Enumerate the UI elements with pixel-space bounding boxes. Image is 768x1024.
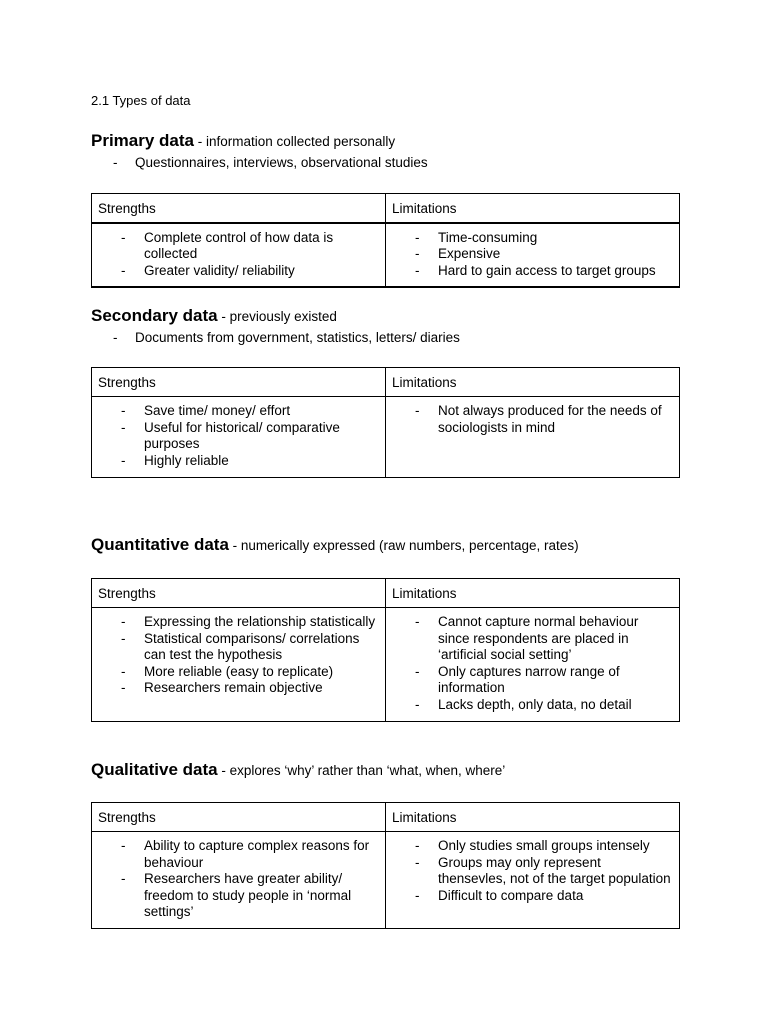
- limitations-cell: [386, 608, 680, 722]
- strengths-header: Strengths: [92, 194, 386, 223]
- list-item: - More reliable (easy to replicate): [121, 663, 334, 679]
- list-item: - Hard to gain access to target groups: [415, 262, 656, 278]
- list-item: - Only captures narrow range of information: [415, 663, 620, 695]
- strengths-header: Strengths: [92, 368, 386, 397]
- limitations-header: Limitations: [386, 194, 680, 223]
- strengths-cell: [92, 397, 386, 478]
- secondary-data-table: [91, 367, 680, 478]
- limitations-header: Limitations: [386, 368, 680, 397]
- strengths-header: Strengths: [92, 803, 386, 832]
- secondary-data-heading: [91, 306, 337, 326]
- list-item: - Researchers have greater ability/ freedom to study people in ‘normal settings’: [121, 871, 352, 919]
- list-item: - Expressing the relationship statistically: [121, 614, 376, 629]
- list-item: - Useful for historical/ comparative purposes: [121, 419, 340, 451]
- bullet-text: Questionnaires, interviews, observational studies: [135, 155, 428, 170]
- list-item: - Cannot capture normal behaviour since respondents are placed in ‘artificial social setting’: [415, 614, 639, 662]
- qualitative-data-table: [91, 802, 680, 929]
- list-item: - Expensive: [415, 246, 501, 261]
- section-description: - numerically expressed (raw numbers, percentage, rates): [228, 538, 579, 553]
- secondary-data-examples: [113, 330, 460, 345]
- list-item: - Ability to capture complex reasons for behaviour: [121, 838, 370, 870]
- section-description: - explores ‘why’ rather than ‘what, when, where’: [217, 763, 506, 778]
- list-item: - Save time/ money/ effort: [121, 403, 291, 418]
- list-item: - Not always produced for the needs of sociologists in mind: [415, 403, 662, 435]
- quantitative-data-heading: [91, 535, 579, 555]
- limitations-header: Limitations: [386, 803, 680, 832]
- strengths-cell: [92, 608, 386, 722]
- quantitative-data-table: [91, 578, 680, 722]
- section-title: Secondary data: [91, 306, 218, 325]
- page-title: 2.1 Types of data: [91, 93, 191, 108]
- limitations-cell: [386, 223, 680, 287]
- section-title: Qualitative data: [91, 760, 218, 779]
- qualitative-data-heading: [91, 760, 505, 780]
- section-title: Primary data: [91, 131, 194, 150]
- section-title: Quantitative data: [91, 535, 229, 554]
- limitations-cell: [386, 397, 680, 478]
- strengths-header: Strengths: [92, 579, 386, 608]
- list-item: - Greater validity/ reliability: [121, 262, 295, 278]
- list-item: - Time-consuming: [415, 229, 538, 245]
- list-item: - Only studies small groups intensely: [415, 838, 650, 853]
- list-item: - Lacks depth, only data, no detail: [415, 696, 632, 712]
- primary-data-heading: [91, 131, 395, 151]
- primary-data-examples: [113, 155, 428, 170]
- bullet-dash: -: [113, 330, 118, 345]
- list-item: - Complete control of how data is collected: [121, 229, 334, 261]
- limitations-cell: [386, 832, 680, 929]
- bullet-text: Documents from government, statistics, letters/ diaries: [135, 330, 460, 345]
- primary-data-table: [91, 193, 680, 288]
- strengths-cell: [92, 223, 386, 287]
- section-description: - previously existed: [217, 309, 337, 324]
- list-item: - Statistical comparisons/ correlations can test the hypothesis: [121, 630, 360, 662]
- bullet-dash: -: [113, 155, 118, 170]
- strengths-cell: [92, 832, 386, 929]
- list-item: - Researchers remain objective: [121, 680, 323, 695]
- section-description: - information collected personally: [194, 134, 396, 149]
- list-item: - Difficult to compare data: [415, 887, 584, 903]
- limitations-header: Limitations: [386, 579, 680, 608]
- list-item: - Groups may only represent thensevles, not of the target population: [415, 854, 671, 886]
- list-item: - Highly reliable: [121, 452, 229, 468]
